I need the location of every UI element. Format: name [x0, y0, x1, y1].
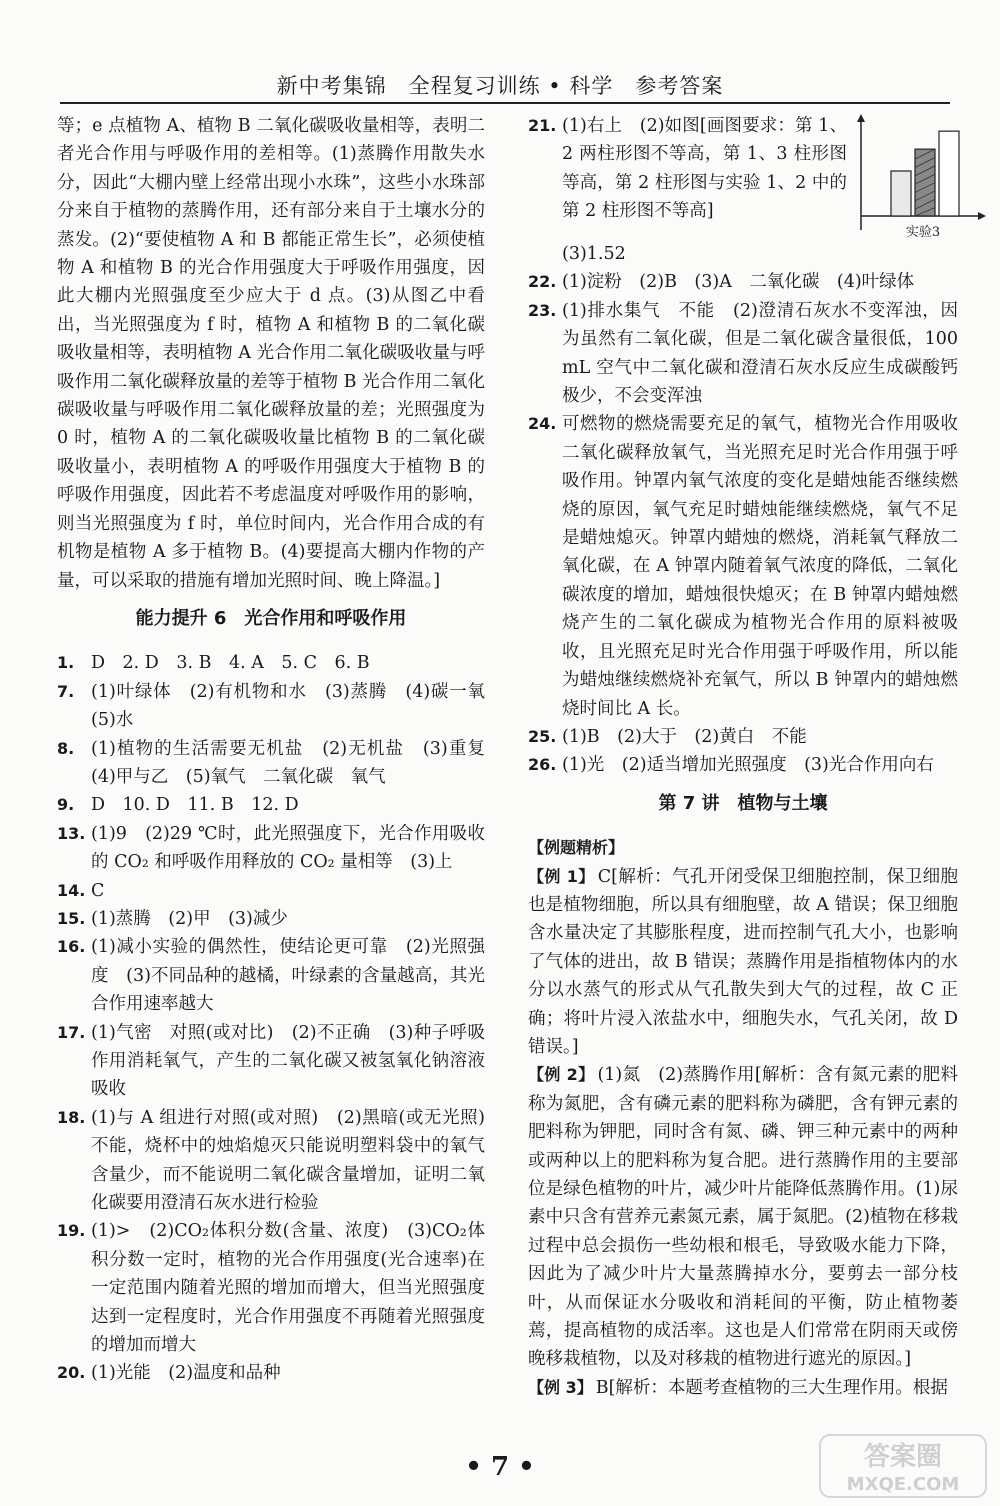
header-rule — [60, 102, 950, 104]
answer-item — [57, 1217, 485, 1359]
item-number: 16. — [57, 937, 86, 957]
left-column — [57, 112, 503, 1388]
item-number: 26. — [528, 755, 557, 775]
y-axis-arrow — [857, 114, 865, 122]
example-label: 【例 3】 — [528, 1377, 593, 1397]
answer-text: (1)淀粉 (2)B (3)A 二氧化碳 (4)叶绿体 — [562, 272, 915, 293]
intro-paragraph: 等；e 点植物 A、植物 B 二氧化碳吸收量相等，表明二者光合作用与呼吸作用的差相等。(1)蒸腾作用散失水分，因此“大棚内壁上经常出现小水珠”，这些小水珠部分来自于植物的蒸腾作用，还有部分来自于土壤水分的蒸发。(2)“要使植物 A 和 B 都能正常生长”，必须使植物 A 和植物 B 的光合作用强度大于呼吸作用强度，因此大棚内光照强度至少应大于 d 点。(3)从图乙中看出，当光照强度为 f 时，植物 A 和植物 B 的二氧化碳吸收量相等，表明植物 A 光合作用二氧化碳吸收量与呼吸作用二氧化碳释放量的差等于植物 B 光合作用二氧化碳吸收量与呼吸作用二氧化碳释放量的差；光照强度为 0 时，植物 A 的二氧化碳吸收量比植物 B 的二氧化碳吸收量小，表明植物 A 的呼吸作用强度大于植物 B 的呼吸作用强度，因此若不考虑温度对呼吸作用的影响，则当光照强度为 f 时，单位时间内，光合作用合成的有机物是植物 A 多于植物 B。(4)要提高大棚内作物的产量，可以采取的措施有增加光照时间、晚上降温。] — [57, 116, 485, 591]
answer-text: (1)B (2)大于 (2)黄白 不能 — [562, 726, 807, 747]
item-number: 9. — [57, 795, 75, 815]
example-text: B[解析：本题考查植物的三大生理作用。根据 — [595, 1377, 948, 1398]
answer-text: (1)蒸腾 (2)甲 (3)减少 — [91, 908, 288, 929]
answer-text: D 10. D 11. B 12. D — [91, 795, 299, 816]
item-number: 25. — [528, 726, 557, 746]
answer-text: (1)光能 (2)温度和品种 — [91, 1363, 281, 1384]
item-number: 1. — [57, 653, 75, 673]
answer-item — [57, 905, 485, 933]
example-item — [528, 863, 958, 1062]
example-text: (1)氮 (2)蒸腾作用[解析：含有氮元素的肥料称为氮肥，含有磷元素的肥料称为磷肥，含有钾元素的肥料称为钾肥，同时含有氮、磷、钾三种元素中的两种或两种以上的肥料称为复合肥。进行蒸腾作用的主要部位是绿色植物的叶片，减少叶片能降低蒸腾作用。(1)尿素中只含有营养元素氮元素，属于氮肥。(2)植物在移栽过程中总会损伤一些幼根和根毛，导致吸水能力下降，因此为了减少叶片大量蒸腾掉水分，要剪去一部分枝叶，从而保证水分吸收和消耗间的平衡，防止植物萎蔫，提高植物的成活率。这也是人们常常在阴雨天或傍晚移栽植物，以及对移栽的植物进行遮光的原因。] — [528, 1065, 958, 1370]
item-number: 13. — [57, 823, 86, 843]
answer-item — [57, 1019, 485, 1104]
watermark-logo — [818, 1433, 988, 1499]
item-number: 20. — [57, 1363, 86, 1383]
example-item — [528, 1061, 958, 1373]
bar-1 — [891, 171, 911, 216]
answer-item — [528, 723, 958, 751]
watermark-line2: MXQE.COM — [846, 1474, 960, 1495]
item-number: 8. — [57, 738, 75, 758]
left-answer-list — [57, 649, 503, 1388]
page-header: 新中考集锦 全程复习训练 • 科学 参考答案 — [276, 74, 724, 98]
item-number: 24. — [528, 414, 557, 434]
bar-3 — [939, 131, 959, 216]
answer-item-21 — [528, 112, 958, 268]
item-number: 18. — [57, 1107, 86, 1127]
watermark-line1: 答案圈 — [863, 1442, 943, 1472]
answer-item — [57, 791, 485, 819]
example-item — [528, 1374, 958, 1402]
answer-item — [57, 877, 485, 905]
right-answer-list — [528, 268, 958, 779]
answer-text: (1)减小实验的偶然性，使结论更可靠 (2)光照强度 (3)不同品种的越橘，叶绿素的含量越高，其光合作用速率越大 — [91, 937, 485, 1015]
answer-text: (1)> (2)CO₂体积分数(含量、浓度) (3)CO₂体积分数一定时，植物的光合作用强度(光合速率)在一定范围内随着光照的增加而增大，但当光照强度达到一定程度时，光合作用强度不再随着光照强度的增加而增大 — [91, 1221, 485, 1356]
example-label: 【例 1】 — [528, 866, 595, 886]
answer-text: (1)气密 对照(或对比) (2)不正确 (3)种子呼吸作用消耗氧气，产生的二氧化碳又被氢氧化钠溶液吸收 — [91, 1022, 485, 1100]
item-number: 21. — [528, 116, 557, 135]
answer-item — [57, 820, 485, 877]
answer-item — [528, 297, 958, 411]
answer-item — [528, 410, 958, 722]
example-list — [528, 863, 958, 1403]
answer-text: 可燃物的燃烧需要充足的氧气，植物光合作用吸收二氧化碳释放氧气，当光照充足时光合作用强于呼吸作用。钟罩内氧气浓度的变化是蜡烛能否继续燃烧的原因，氧气充足时蜡烛能继续燃烧，氧气不足是蜡烛熄灭。钟罩内蜡烛的燃烧，消耗氧气释放二氧化碳，在 A 钟罩内随着氧气浓度的降低，二氧化碳浓度的增加，蜡烛很快熄灭；在 B 钟罩内蜡烛燃烧产生的二氧化碳成为植物光合作用的原料被吸收，且光照充足时光合作用强于呼吸作用，所以能为蜡烛继续燃烧补充氧气，所以 B 钟罩内的蜡烛燃烧时间比 A 长。 — [562, 414, 958, 719]
example-text: C[解析：气孔开闭受保卫细胞控制，保卫细胞也是植物细胞，所以具有细胞壁，故 A 错误；保卫细胞含水量决定了其膨胀程度，进而控制气孔大小，也影响了气体的进出，故 B 错误；蒸腾作用是指植物体内的水分以水蒸气的形式从气孔散失到大气的过程，故 C 正确；将叶片浸入浓盐水中，细胞失水，气孔关闭，故 D 错误。] — [528, 866, 958, 1057]
answer-item — [57, 649, 485, 677]
answer-text: D 2. D 3. B 4. A 5. C 6. B — [91, 653, 370, 674]
item-number: 23. — [528, 300, 557, 320]
item-number: 22. — [528, 272, 557, 292]
answer-text: (1)与 A 组进行对照(或对照) (2)黑暗(或无光照) 不能，烧杯中的烛焰熄灭只能说明塑料袋中的氧气含量少，而不能说明二氧化碳含量增加，证明二氧化碳要用澄清石灰水进行检验 — [91, 1107, 503, 1214]
answer-item — [57, 1359, 485, 1387]
answer-item — [57, 933, 485, 1018]
answer-text: (1)叶绿体 (2)有机物和水 (3)蒸腾 (4)碳一氧 (5)水 — [91, 681, 503, 731]
section-title-lecture-7: 第 7 讲 植物与土壤 — [658, 792, 828, 814]
answer-text: (1)排水集气 不能 (2)澄清石灰水不变浑浊，因为虽然有二氧化碳，但是二氧化碳含量很低，100 mL 空气中二氧化碳和澄清石灰水反应生成碳酸钙极少，不会变浑浊 — [562, 300, 958, 407]
answer-item — [57, 1104, 503, 1218]
example-analysis-heading: 【例题精析】 — [528, 838, 625, 858]
bar-chart-experiment3 — [851, 112, 989, 240]
answer-text-extra: (3)1.52 — [562, 244, 626, 264]
answer-item — [57, 678, 503, 735]
answer-text: C — [91, 880, 105, 901]
answer-text: (1)光 (2)适当增加光照强度 (3)光合作用向右 — [562, 755, 934, 776]
answer-text: (1)9 (2)29 ℃时，此光照强度下，光合作用吸收的 CO₂ 和呼吸作用释放的 CO₂ 量相等 (3)上 — [91, 823, 485, 873]
answer-text: (1)右上 (2)如图[画图要求：第 1、2 两柱形图不等高，第 1、3 柱形图等高，第 2 柱形图与实验 1、2 中的第 2 柱形图不等高] — [562, 116, 847, 222]
section-title-ability-6: 能力提升 6 光合作用和呼吸作用 — [135, 607, 407, 629]
answer-item — [528, 268, 958, 296]
answer-text: (1)植物的生活需要无机盐 (2)无机盐 (3)重复 (4)甲与乙 (5)氧气 二氧化碳 氧气 — [91, 738, 503, 787]
chart-x-label: 实验3 — [905, 225, 941, 240]
item-number: 19. — [57, 1221, 86, 1241]
item-number: 14. — [57, 880, 86, 900]
right-column — [528, 112, 958, 1402]
item-number: 17. — [57, 1022, 86, 1042]
answer-item — [528, 751, 958, 779]
item-number: 15. — [57, 908, 86, 928]
example-label: 【例 2】 — [528, 1065, 595, 1085]
x-axis-arrow — [978, 212, 986, 220]
item-number: 7. — [57, 681, 75, 701]
answer-item — [57, 735, 503, 792]
page-number: • 7 • — [465, 1452, 535, 1482]
